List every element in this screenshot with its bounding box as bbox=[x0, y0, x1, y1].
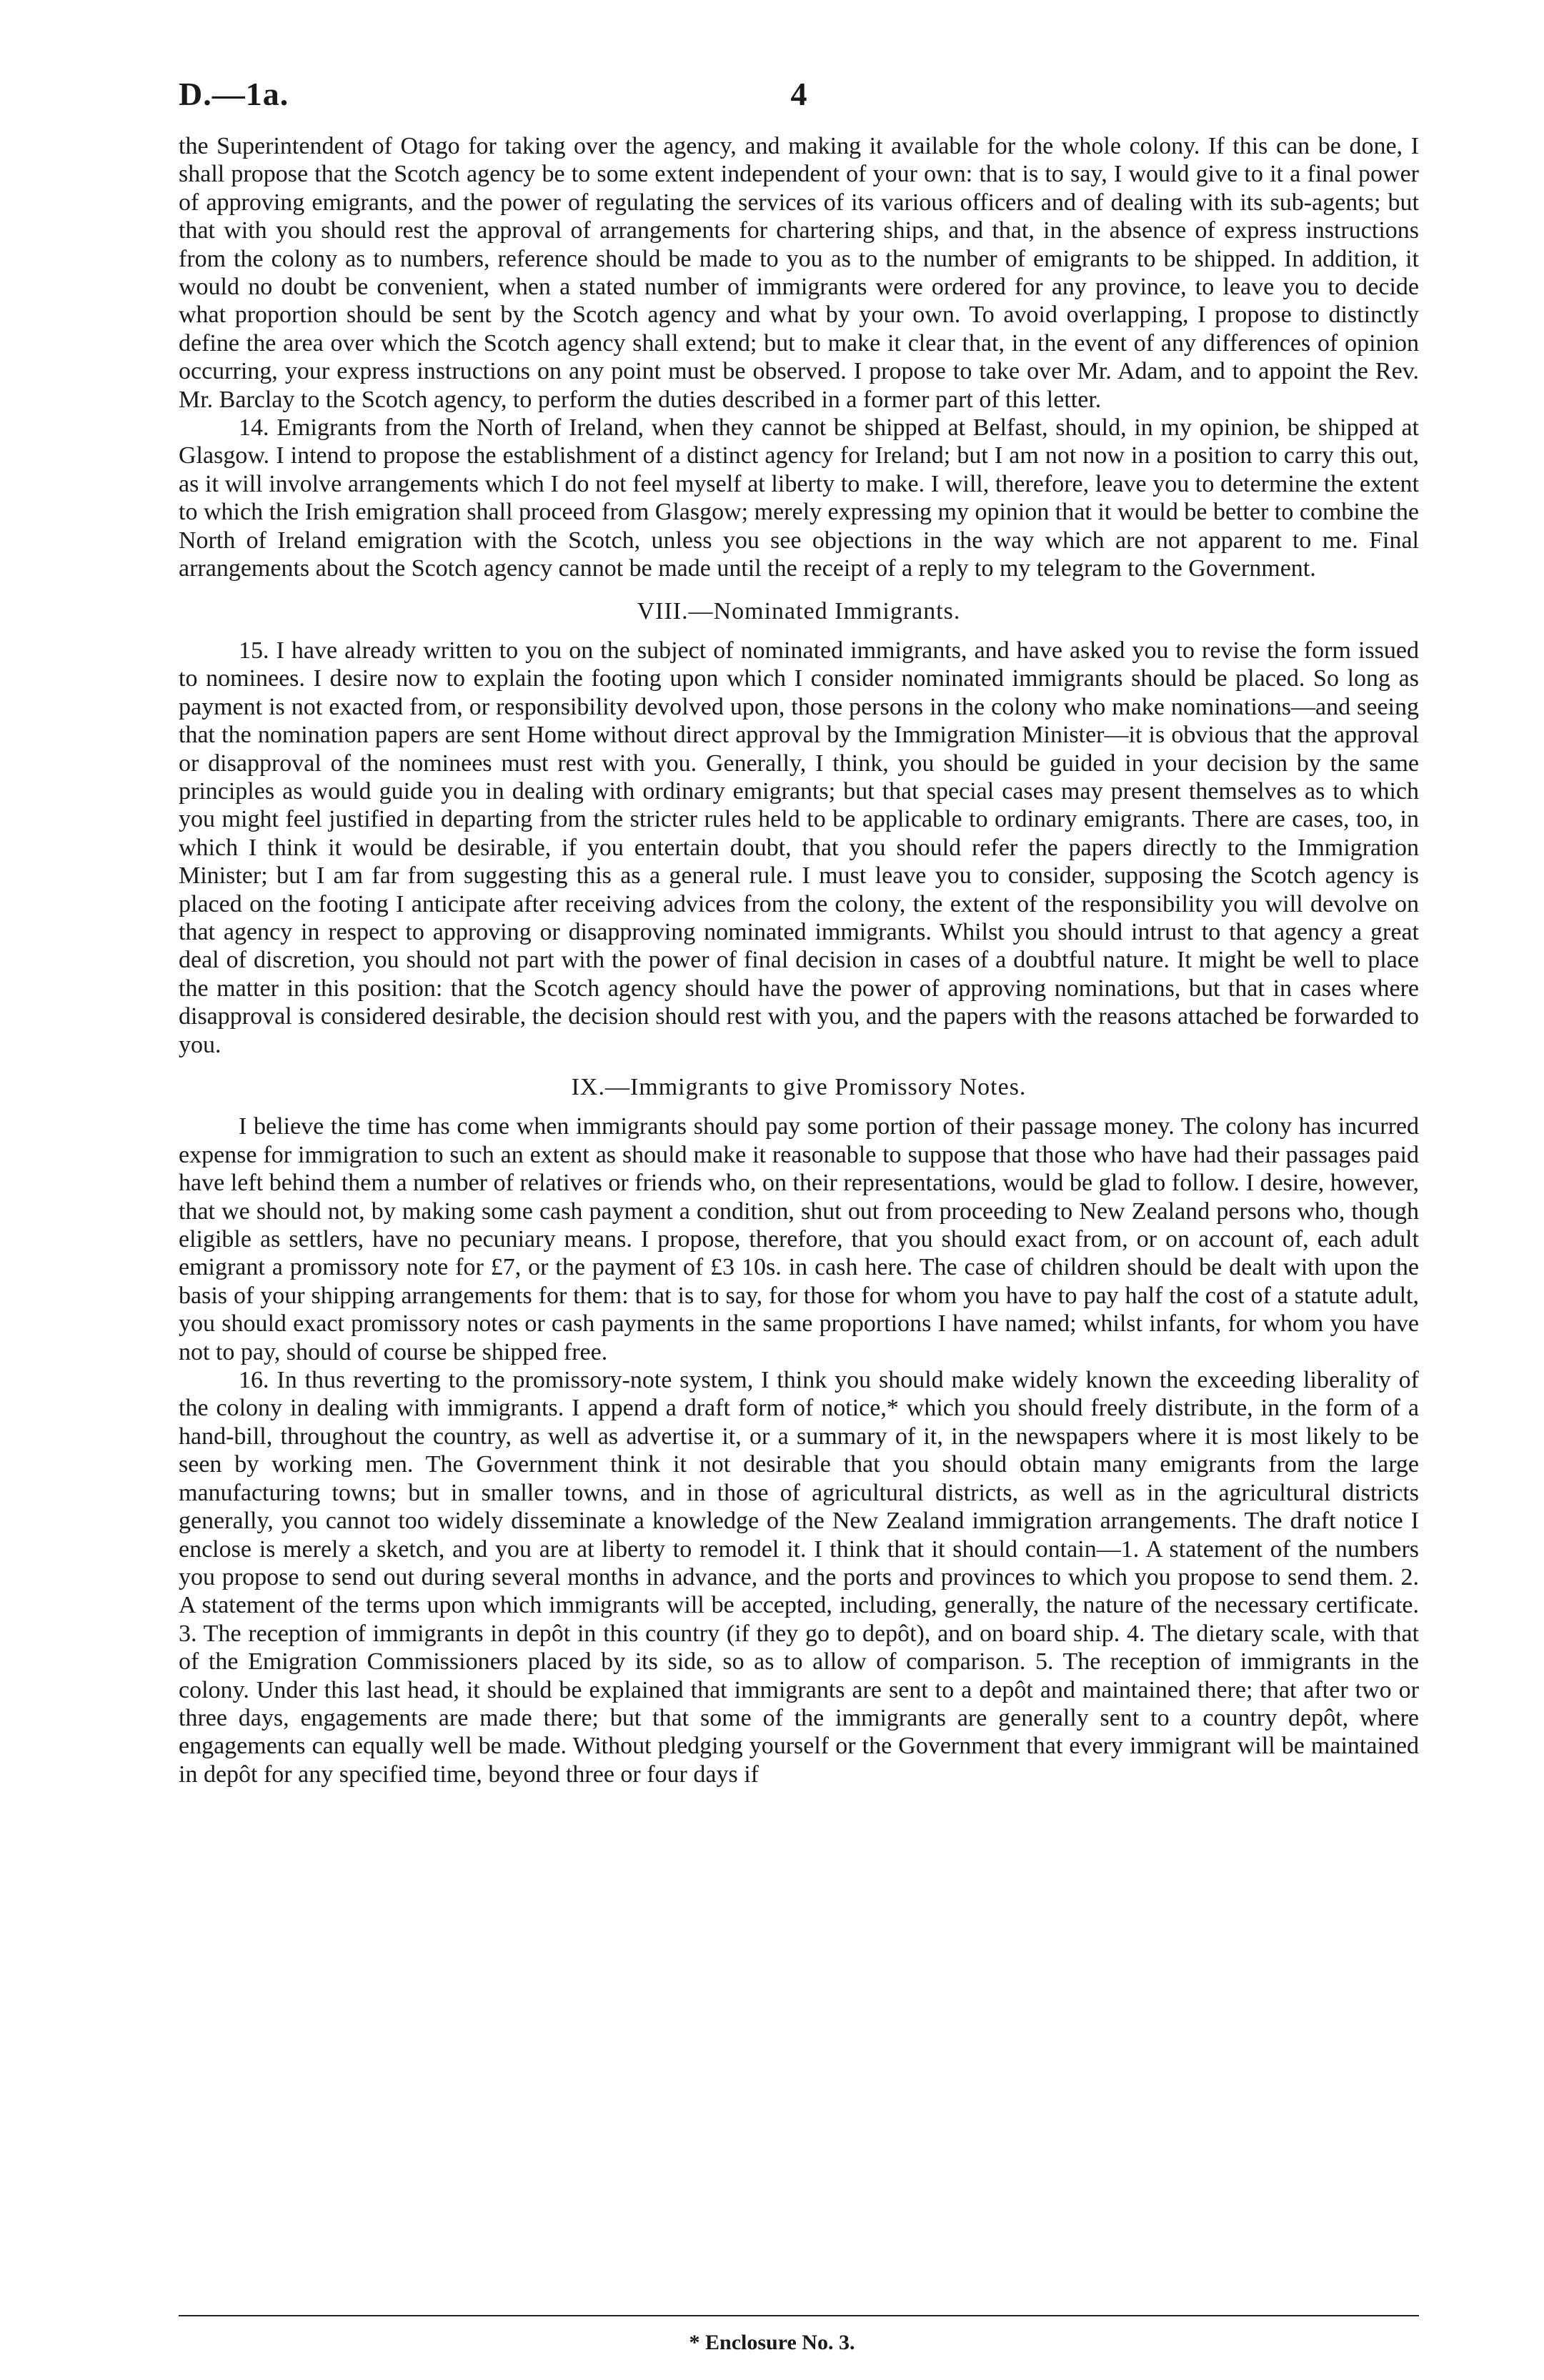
page-header bbox=[179, 75, 1419, 132]
document-body bbox=[179, 132, 1419, 1788]
paragraph-16: 16. In thus reverting to the promissory-note system, I think you should make widely known the exceeding liberality of the colony in dealing with immigrants. I append a draft form of notice,* which you should freely distribute, in the form of a hand-bill, throughout the country, as well as advertise it, or a summary of it, in the newspapers where it is most likely to be seen by working men. The Government think it not desirable that you should obtain many emigrants from the large manufacturing towns; but in smaller towns, and in those of agricultural districts, as well as in the agricultural districts generally, you cannot too widely disseminate a knowledge of the New Zealand immigration arrangements. The draft notice I enclose is merely a sketch, and you are at liberty to remodel it. I think that it should contain—1. A statement of the numbers you propose to send out during several months in advance, and the ports and provinces to which you propose to send them. 2. A statement of the terms upon which immigrants will be accepted, including, generally, the nature of the necessary certificate. 3. The reception of immigrants in depôt in this country (if they go to depôt), and on board ship. 4. The dietary scale, with that of the Emigration Commissioners placed by its side, so as to allow of comparison. 5. The reception of immigrants in the colony. Under this last head, it should be explained that immigrants are sent to a depôt and maintained there; that after two or three days, engagements are made there; but that some of the immigrants are generally sent to a country depôt, where engagements can equally well be made. Without pledging yourself or the Government that every immigrant will be maintained in depôt for any specified time, beyond three or four days if bbox=[179, 1367, 1419, 1788]
paragraph-15: 15. I have already written to you on the subject of nominated immigrants, and have asked you to revise the form issued to nominees. I desire now to explain the footing upon which I consider nominated immigrants should be placed. So long as payment is not exacted from, or responsibility devolved upon, those persons in the colony who make nominations—and seeing that the nomination papers are sent Home without direct approval by the Immigration Minister—it is obvious that the approval or disapproval of the nominees must rest with you. Generally, I think, you should be guided in your decision by the same principles as would guide you in dealing with ordinary emigrants; but that special cases may present themselves as to which you might feel justified in departing from the stricter rules held to be applicable to ordinary emigrants. There are cases, too, in which I think it would be desirable, if you entertain doubt, that you should refer the papers directly to the Immigration Minister; but I am far from suggesting this as a general rule. I must leave you to consider, supposing the Scotch agency is placed on the footing I anticipate after receiving advices from the colony, the extent of the responsibility you will devolve on that agency in respect to approving or disapproving nominated immigrants. Whilst you should intrust to that agency a great deal of discretion, you should not part with the power of final decision in cases of a doubtful nature. It might be well to place the matter in this position: that the Scotch agency should have the power of approving nominations, but that in cases where disapproval is considered desirable, the decision should rest with you, and the papers with the reasons attached be forwarded to you. bbox=[179, 637, 1419, 1058]
footnote: * Enclosure No. 3. bbox=[689, 2331, 855, 2354]
paragraph-14: 14. Emigrants from the North of Ireland, when they cannot be shipped at Belfast, should, in my opinion, be shipped at Glasgow. I intend to propose the establishment of a distinct agency for Ireland; but I am not now in a position to carry this out, as it will involve arrangements which I do not feel myself at liberty to make. I will, therefore, leave you to determine the extent to which the Irish emigration shall proceed from Glasgow; merely expressing my opinion that it would be better to combine the North of Ireland emigration with the Scotch, unless you see objections in the way which are not apparent to me. Final arrangements about the Scotch agency cannot be made until the receipt of a reply to my telegram to the Government. bbox=[179, 414, 1419, 582]
footnote-divider bbox=[179, 2315, 1419, 2316]
paragraph-ix-intro: I believe the time has come when immigrants should pay some portion of their passage money. The colony has incurred expense for immigration to such an extent as should make it reasonable to suppose that those who have had their passages paid have left behind them a number of relatives or friends who, on their representations, would be glad to follow. I desire, however, that we should not, by making some cash payment a condition, shut out from proceeding to New Zealand persons who, though eligible as settlers, have no pecuniary means. I propose, therefore, that you should exact from, or on account of, each adult emigrant a promissory note for £7, or the payment of £3 10s. in cash here. The case of children should be dealt with upon the basis of your shipping arrangements for them: that is to say, for those for whom you have to pay half the cost of a statute adult, you should exact promissory notes or cash payments in the same proportions I have named; whilst infants, for whom you have not to pay, should of course be shipped free. bbox=[179, 1113, 1419, 1365]
page-number: 4 bbox=[790, 76, 807, 112]
document-reference: D.—1a. bbox=[179, 76, 289, 112]
section-heading-viii: VIII.—Nominated Immigrants. bbox=[637, 597, 961, 624]
section-heading-ix: IX.—Immigrants to give Promissory Notes. bbox=[571, 1074, 1027, 1100]
paragraph-continued: the Superintendent of Otago for taking over the agency, and making it available for the whole colony. If this can be done, I shall propose that the Scotch agency be to some extent independent of your own: that is to say, I would give to it a final power of approving emigrants, and the power of regulating the services of its various officers and of dealing with its sub-agents; but that with you should rest the approval of arrangements for chartering ships, and that, in the absence of express instructions from the colony as to numbers, reference should be made to you as to the number of emigrants to be shipped. In addition, it would no doubt be convenient, when a stated number of immigrants were ordered for any province, to leave you to decide what proportion should be sent by the Scotch agency and what by your own. To avoid overlapping, I propose to distinctly define the area over which the Scotch agency shall extend; but to make it clear that, in the event of any differences of opinion occurring, your express instructions on any point must be observed. I propose to take over Mr. Adam, and to appoint the Rev. Mr. Barclay to the Scotch agency, to perform the duties described in a former part of this letter. bbox=[179, 133, 1419, 413]
